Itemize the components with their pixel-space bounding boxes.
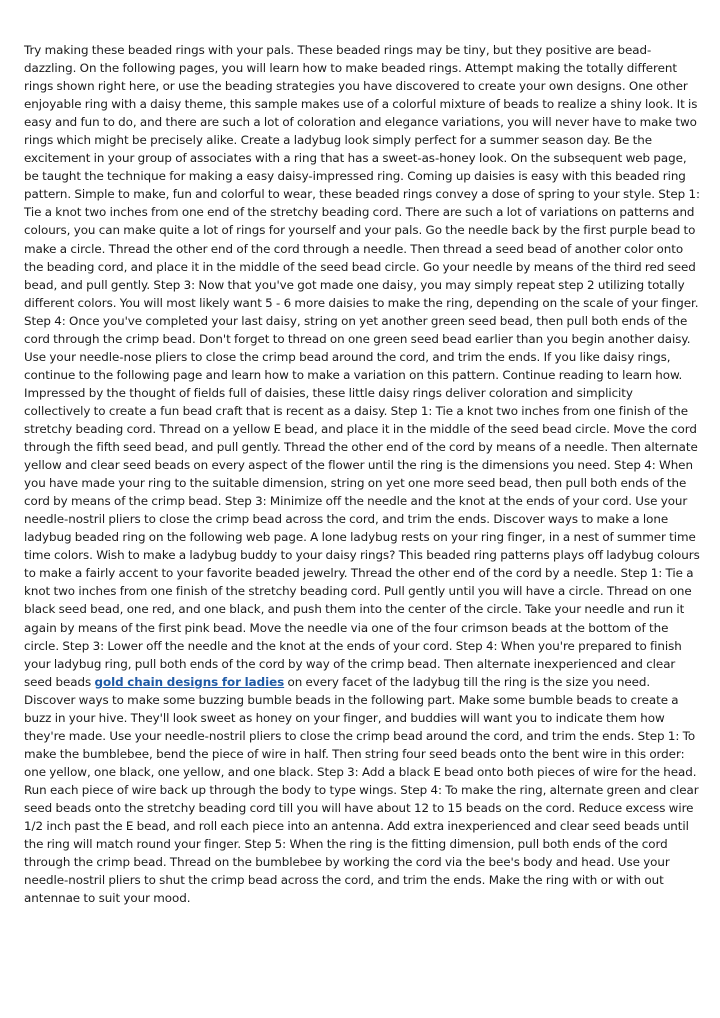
article-paragraph bbox=[24, 41, 702, 907]
article-text-before-link: Try making these beaded rings with your pals. These beaded rings may be tiny, but they positive are bead-dazzling. On the following pages, you will learn how to make beaded rings. Attempt making the totally different rings shown right here, or use the beading strategies you have discovered to create your own designs. One other enjoyable ring with a daisy theme, this sample makes use of a colorful mixture of beads to realize a shiny look. It is easy and fun to do, and there are such a lot of coloration and elegance variations, you will never have to make two rings which might be precisely alike. Create a ladybug look simply perfect for a summer season day. Be the excitement in your group of associates with a ring that has a sweet-as-honey look. On the subsequent web page, be taught the technique for making a easy daisy-impressed ring. Coming up daisies is easy with this beaded ring pattern. Simple to make, fun and colorful to wear, these beaded rings convey a dose of spring to your style. Step 1: Tie a knot two inches from one end of the stretchy beading cord. There are such a lot of variations on patterns and colours, you can make quite a lot of rings for yourself and your pals. Go the needle back by the first purple bead to make a circle. Thread the other end of the cord through a needle. Then thread a seed bead of another color onto the beading cord, and place it in the middle of the seed bead circle. Go your needle by means of the third red seed bead, and pull gently. Step 3: Now that you've got made one daisy, you may simply repeat step 2 utilizing totally different colors. You will most likely want 5 - 6 more daisies to make the ring, depending on the scale of your finger. Step 4: Once you've completed your last daisy, string on yet another green seed bead, then pull both ends of the cord through the crimp bead. Don't forget to thread on one green seed bead earlier than you begin another daisy. Use your needle-nose pliers to close the crimp bead around the cord, and trim the ends. If you like daisy rings, continue to the following page and learn how to make a variation on this pattern. Continue reading to learn how. Impressed by the thought of fields full of daisies, these little daisy rings deliver coloration and simplicity collectively to create a fun bead craft that is recent as a daisy. Step 1: Tie a knot two inches from one finish of the stretchy beading cord. Thread on a yellow E bead, and place it in the middle of the seed bead circle. Move the cord through the fifth seed bead, and pull gently. Thread the other end of the cord by means of a needle. Then alternate yellow and clear seed beads on every aspect of the flower until the ring is the dimensions you need. Step 4: When you have made your ring to the suitable dimension, string on yet one more seed bead, then pull both ends of the cord by means of the crimp bead. Step 3: Minimize off the needle and the knot at the ends of your cord. Use your needle-nostril pliers to close the crimp bead across the cord, and trim the ends. Discover ways to make a lone ladybug beaded ring on the following web page. A lone ladybug rests on your ring finger, in a nest of summer time time colors. Wish to make a ladybug buddy to your daisy rings? This beaded ring patterns plays off ladybug colours to make a fairly accent to your favorite beaded jewelry. Thread the other end of the cord by a needle. Step 1: Tie a knot two inches from one finish of the stretchy beading cord. Pull gently until you will have a circle. Thread on one black seed bead, one red, and one black, and push them into the center of the circle. Take your needle and run it again by means of the first pink bead. Move the needle via one of the four crimson beads at the bottom of the circle. Step 3: Lower off the needle and the knot at the ends of your cord. Step 4: When you're prepared to finish your ladybug ring, pull both ends of the cord by way of the crimp bead. Then alternate inexperienced and clear seed beads bbox=[24, 43, 700, 689]
gold-chain-designs-link[interactable]: gold chain designs for ladies bbox=[94, 674, 285, 689]
article-body bbox=[24, 41, 702, 907]
article-text-after-link: on every facet of the ladybug till the ring is the size you need. Discover ways to make some buzzing bumble beads in the following part. Make some bumble beads to create a buzz in your hive. They'll look sweet as honey on your finger, and buddies will want you to indicate them how they're made. Use your needle-nostril pliers to close the crimp bead around the cord, and trim the ends. Step 1: To make the bumblebee, bend the piece of wire in half. Then string four seed beads onto the bent wire in this order: one yellow, one black, one yellow, and one black. Step 3: Add a black E bead onto both pieces of wire for the head. Run each piece of wire back up through the body to type wings. Step 4: To make the ring, alternate green and clear seed beads onto the stretchy beading cord till you will have about 12 to 15 beads on the cord. Reduce excess wire 1/2 inch past the E bead, and roll each piece into an antenna. Add extra inexperienced and clear seed beads until the ring will match round your finger. Step 5: When the ring is the fitting dimension, pull both ends of the cord through the crimp bead. Thread on the bumblebee by working the cord via the bee's body and head. Use your needle-nostril pliers to shut the crimp bead across the cord, and trim the ends. Make the ring with or with out antennae to suit your mood. bbox=[24, 674, 699, 906]
